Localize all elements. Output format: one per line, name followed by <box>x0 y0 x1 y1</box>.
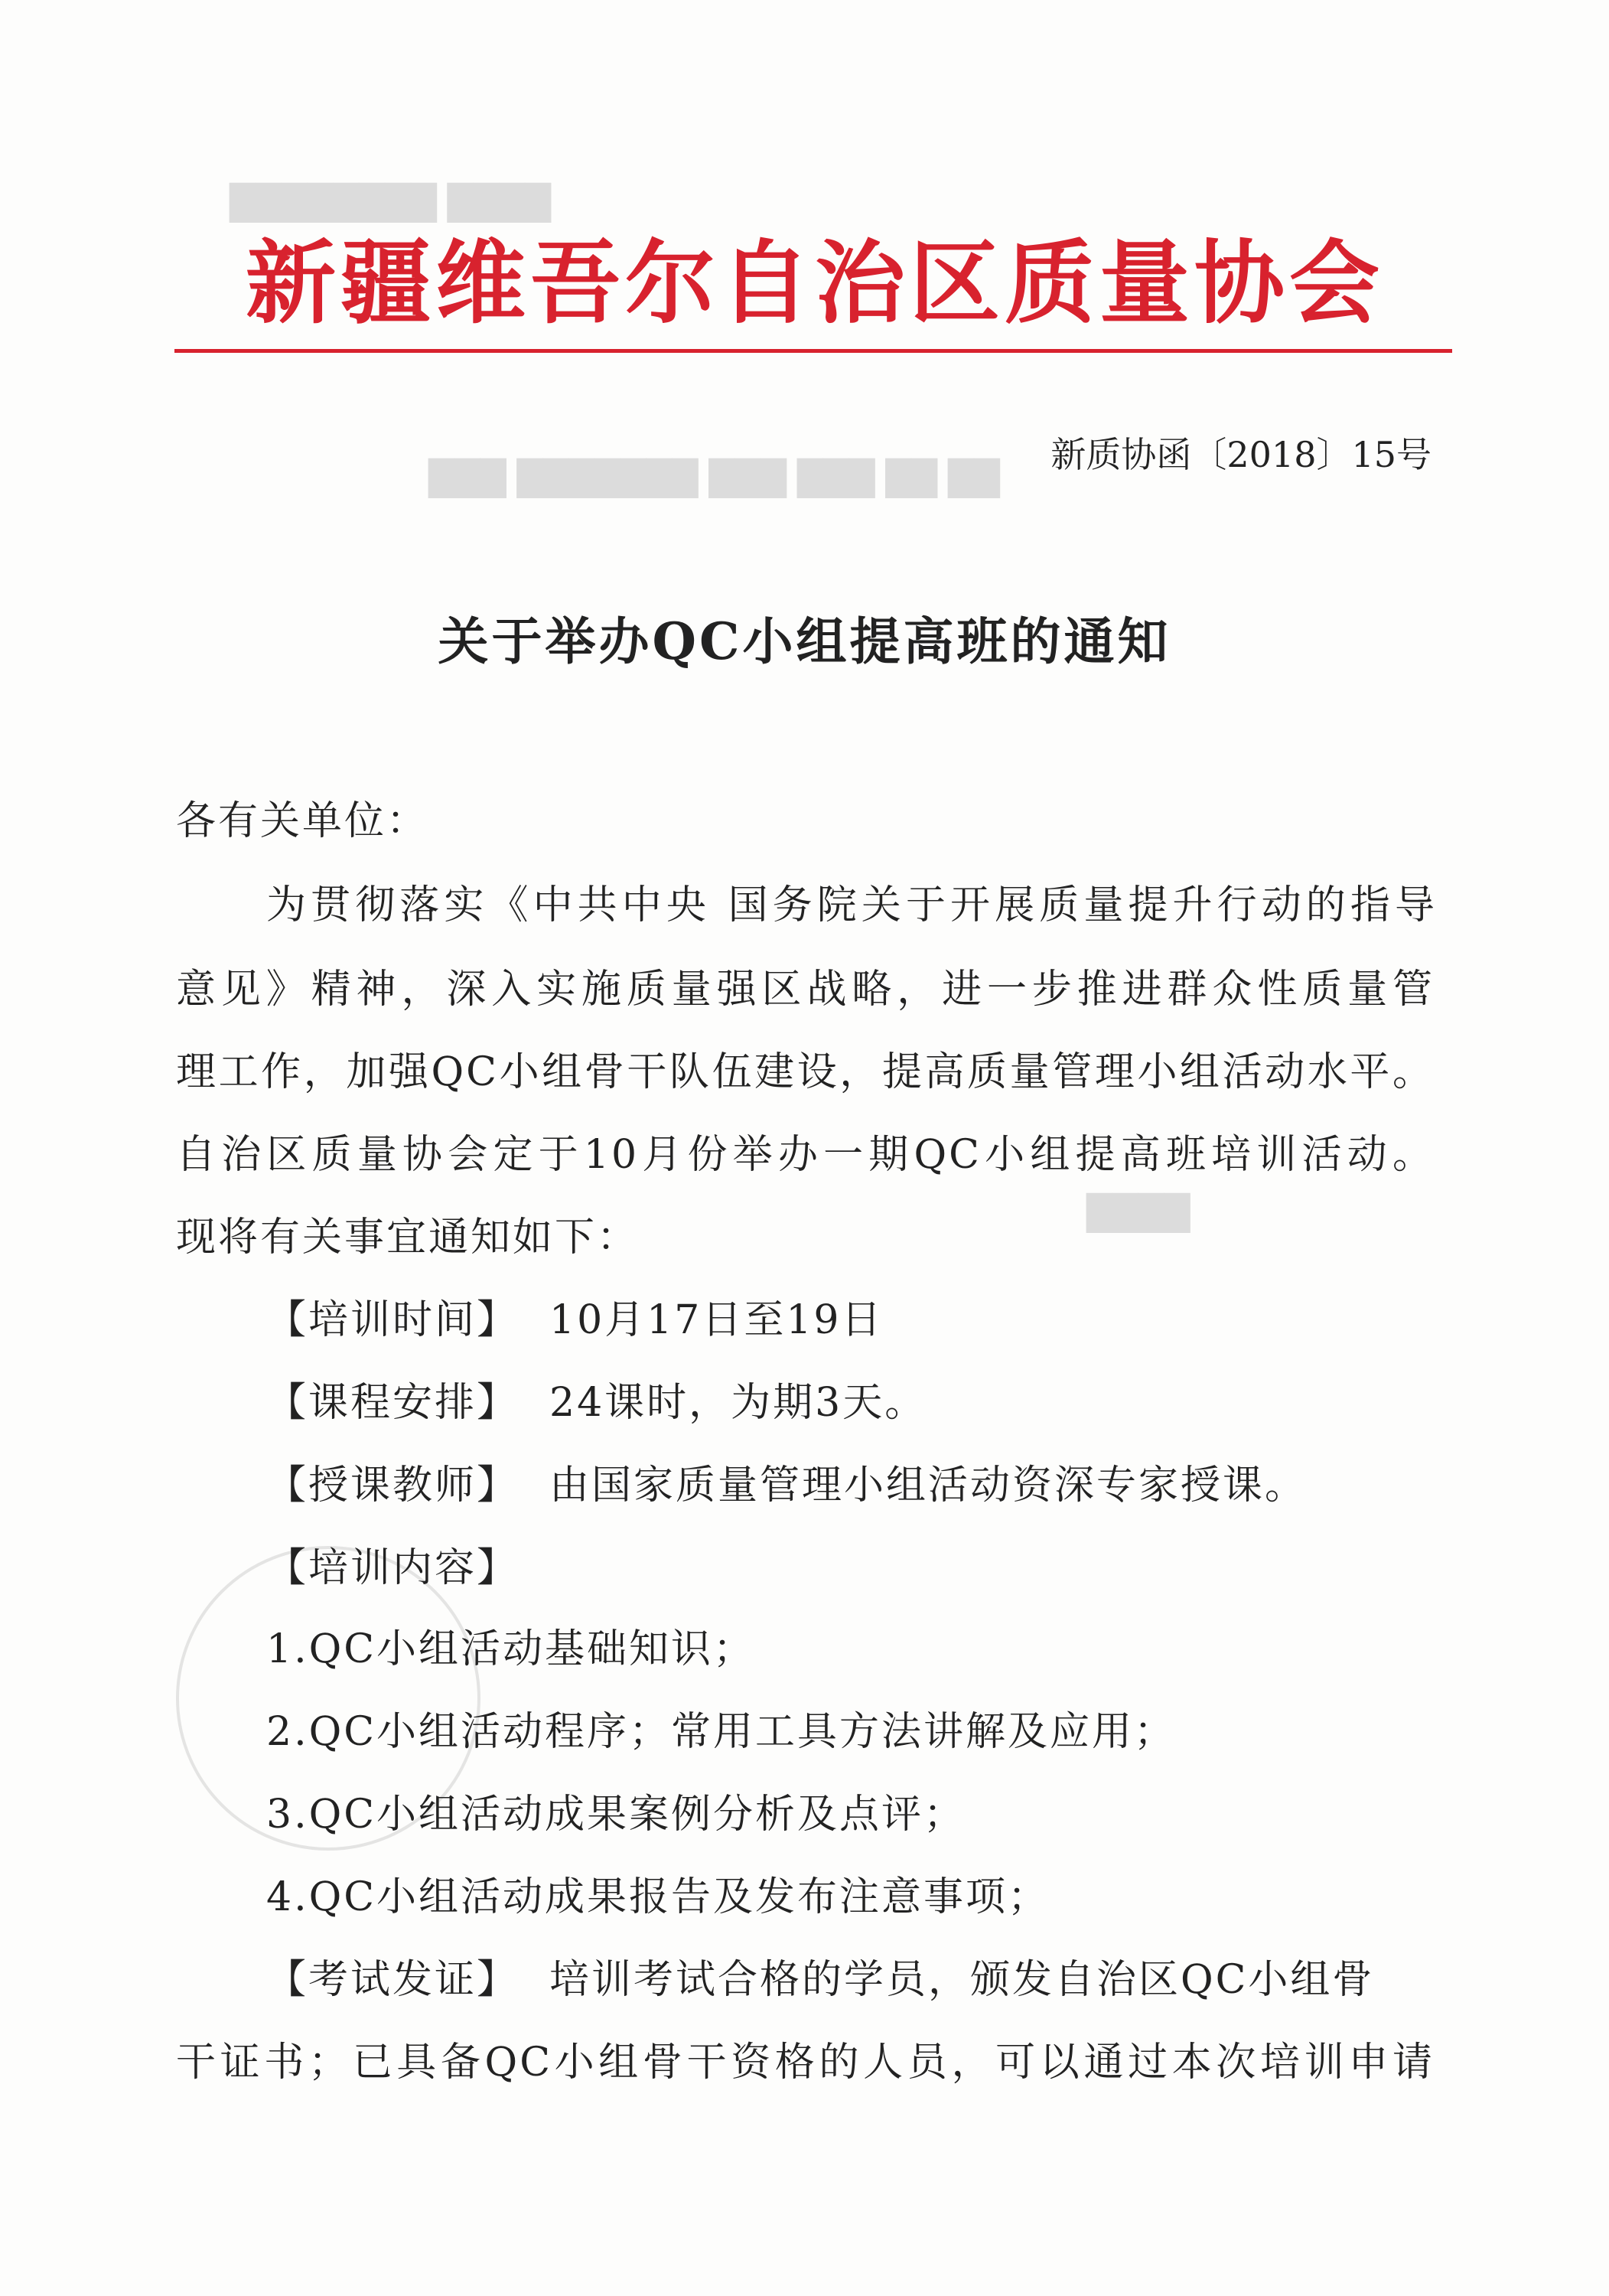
item-value: 10月17日至19日 <box>549 1297 884 1343</box>
item-value: 由国家质量管理小组活动资深专家授课。 <box>549 1463 1308 1508</box>
intro-line: 自治区质量协会定于10月份举办一期QC小组提高班培训活动。 <box>176 1132 1435 1178</box>
content-list-item: 1.QC小组活动基础知识； <box>266 1626 756 1672</box>
exam-line-2: 干证书；已具备QC小组骨干资格的人员，可以通过本次培训申请 <box>176 2040 1435 2086</box>
document-title: 关于举办QC小组提高班的通知 <box>438 612 1171 671</box>
intro-line: 现将有关事宜通知如下： <box>176 1215 640 1261</box>
content-list-item: 3.QC小组活动成果案例分析及点评； <box>266 1792 966 1838</box>
item-label: 【培训内容】 <box>266 1545 520 1591</box>
intro-line: 意见》精神，深入实施质量强区战略，进一步推进群众性质量管 <box>176 967 1435 1013</box>
document-number: 新质协函〔2018〕15号 <box>1050 434 1431 475</box>
item-label: 【培训时间】 <box>266 1297 520 1343</box>
bleed-through-text: ██ ██ ███ ███ ███████ ███ <box>428 459 1000 498</box>
item-label: 【考试发证】 <box>266 1957 520 2003</box>
red-header-rule <box>174 349 1452 353</box>
item-value: 24课时，为期3天。 <box>549 1380 927 1426</box>
bleed-through-text: ████ ████████ <box>230 184 552 223</box>
content-list-item: 4.QC小组活动成果报告及发布注意事项； <box>266 1874 1050 1920</box>
item-exam <box>266 1947 1437 2004</box>
org-name-header: 新疆维吾尔自治区质量协会 <box>245 230 1384 336</box>
intro-line: 理工作，加强QC小组骨干队伍建设，提高质量管理小组活动水平。 <box>176 1049 1435 1095</box>
item-training-time <box>266 1287 884 1345</box>
salutation: 各有关单位： <box>176 798 429 844</box>
item-label: 【课程安排】 <box>266 1380 520 1426</box>
intro-line: 为贯彻落实《中共中央 国务院关于开展质量提升行动的指导 <box>266 882 1437 928</box>
item-content <box>266 1535 519 1593</box>
content-list-item: 2.QC小组活动程序；常用工具方法讲解及应用； <box>266 1709 1177 1755</box>
bleed-through-text: ████ <box>1086 1194 1190 1233</box>
item-value: 培训考试合格的学员，颁发自治区QC小组骨 <box>549 1957 1375 2003</box>
item-schedule <box>266 1370 927 1427</box>
item-label: 【授课教师】 <box>266 1463 520 1508</box>
item-teacher <box>266 1453 1307 1510</box>
